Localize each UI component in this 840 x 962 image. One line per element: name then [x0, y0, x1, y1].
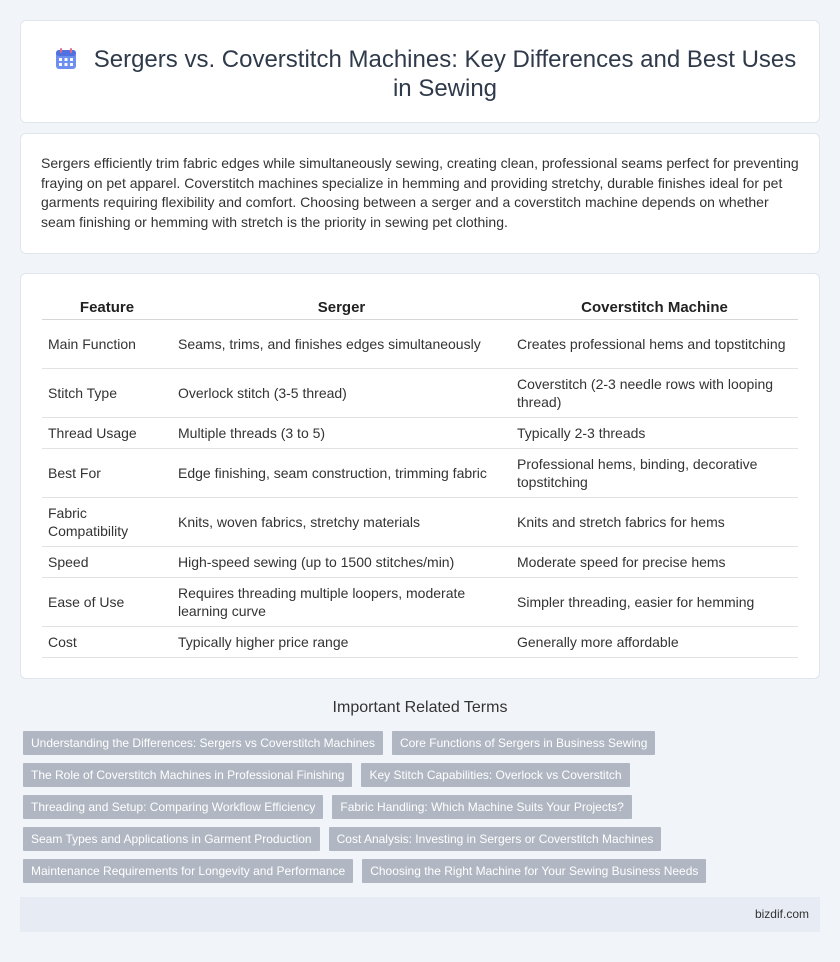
table-row	[42, 448, 798, 497]
related-term-tag[interactable]: Threading and Setup: Comparing Workflow Efficiency	[23, 795, 323, 819]
table-cell: Professional hems, binding, decorative topstitching	[511, 448, 798, 497]
comparison-table-card	[20, 273, 820, 679]
header-coverstitch: Coverstitch Machine	[511, 294, 798, 319]
table-row	[42, 577, 798, 626]
intro-card	[20, 133, 820, 254]
table-cell: Overlock stitch (3-5 thread)	[172, 368, 511, 417]
table-cell: High-speed sewing (up to 1500 stitches/min)	[172, 546, 511, 577]
header-serger: Serger	[172, 294, 511, 319]
table-header-row	[42, 294, 798, 319]
table-row	[42, 417, 798, 448]
table-cell: Best For	[42, 448, 172, 497]
table-cell: Generally more affordable	[511, 626, 798, 657]
table-row	[42, 319, 798, 368]
table-cell: Knits, woven fabrics, stretchy materials	[172, 497, 511, 546]
comparison-table	[42, 294, 798, 658]
table-cell: Moderate speed for precise hems	[511, 546, 798, 577]
related-term-tag[interactable]: Seam Types and Applications in Garment Production	[23, 827, 320, 851]
table-row	[42, 626, 798, 657]
table-cell: Typically higher price range	[172, 626, 511, 657]
table-cell: Ease of Use	[42, 577, 172, 626]
table-row	[42, 546, 798, 577]
related-term-tag[interactable]: Understanding the Differences: Sergers vs Coverstitch Machines	[23, 731, 383, 755]
table-cell: Speed	[42, 546, 172, 577]
footer-site-link[interactable]: bizdif.com	[754, 907, 809, 921]
table-cell: Multiple threads (3 to 5)	[172, 417, 511, 448]
title-card	[20, 20, 820, 123]
table-cell: Coverstitch (2-3 needle rows with looping thread)	[511, 368, 798, 417]
related-term-tag[interactable]: Fabric Handling: Which Machine Suits Your Projects?	[332, 795, 631, 819]
table-cell: Stitch Type	[42, 368, 172, 417]
table-cell: Seams, trims, and finishes edges simultaneously	[172, 319, 511, 368]
table-cell: Knits and stretch fabrics for hems	[511, 497, 798, 546]
related-term-tag[interactable]: Maintenance Requirements for Longevity and Performance	[23, 859, 353, 883]
related-terms-heading: Important Related Terms	[332, 699, 508, 716]
table-cell: Creates professional hems and topstitching	[511, 319, 798, 368]
page-title: Sergers vs. Coverstitch Machines: Key Differences and Best Uses in Sewing	[93, 46, 797, 102]
related-term-tag[interactable]: Cost Analysis: Investing in Sergers or Coverstitch Machines	[329, 827, 662, 851]
related-term-tag[interactable]: Key Stitch Capabilities: Overlock vs Coverstitch	[361, 763, 629, 787]
table-cell: Cost	[42, 626, 172, 657]
table-cell: Edge finishing, seam construction, trimming fabric	[172, 448, 511, 497]
table-cell: Typically 2-3 threads	[511, 417, 798, 448]
header-feature: Feature	[42, 294, 172, 319]
related-term-tag[interactable]: The Role of Coverstitch Machines in Professional Finishing	[23, 763, 352, 787]
related-term-tag[interactable]: Core Functions of Sergers in Business Sewing	[392, 731, 655, 755]
related-term-tag[interactable]: Choosing the Right Machine for Your Sewing Business Needs	[362, 859, 706, 883]
table-cell: Main Function	[42, 319, 172, 368]
calendar-icon	[54, 47, 78, 71]
table-cell: Simpler threading, easier for hemming	[511, 577, 798, 626]
table-row	[42, 368, 798, 417]
table-cell: Fabric Compatibility	[42, 497, 172, 546]
intro-paragraph: Sergers efficiently trim fabric edges while simultaneously sewing, creating clean, professional seams perfect for preventing fraying on pet apparel. Coverstitch machines specialize in hemming and providing stretchy, durable finishes ideal for pet garments requiring flexibility and comfort. Choosing between a serger and a coverstitch machine depends on whether seam finishing or hemming with stretch is the priority in sewing pet clothing.	[41, 155, 799, 230]
table-row	[42, 497, 798, 546]
footer	[20, 897, 820, 932]
table-cell: Thread Usage	[42, 417, 172, 448]
table-cell: Requires threading multiple loopers, moderate learning curve	[172, 577, 511, 626]
related-terms-list	[23, 731, 823, 891]
